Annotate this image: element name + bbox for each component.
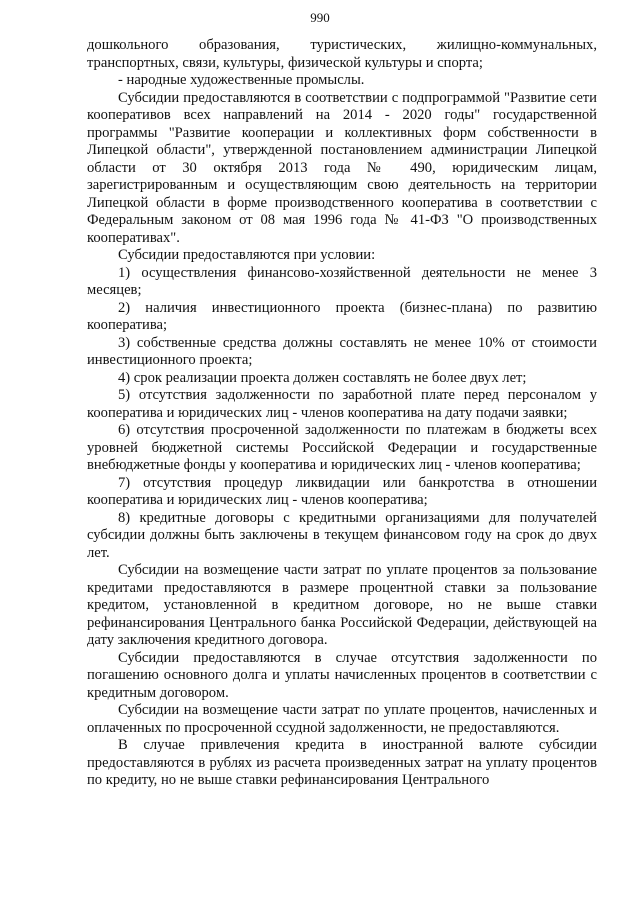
list-item: 6) отсутствия просроченной задолженности по платежам в бюджеты всех уровней бюджетной системы Российской Федерации и государственные внебюджетные фонды у кооператива и юридических лиц - членов кооператива; xyxy=(87,422,597,473)
paragraph: Субсидии предоставляются при условии: xyxy=(118,247,376,263)
page-number: 990 xyxy=(310,10,330,25)
paragraph: дошкольного образования, туристических, жилищно-коммунальных, транспортных, связи, культуры, физической культуры и спорта; xyxy=(87,37,597,71)
list-item: 2) наличия инвестиционного проекта (бизнес-плана) по развитию кооператива; xyxy=(87,299,597,333)
paragraph: Субсидии на возмещение части затрат по уплате процентов за пользование кредитами предоставляются в размере процентной ставки за пользование кредитом, установленной в кредитном договоре, но не выше ставки рефинансирования Центрального банка Российской Федерации, действующей на дату заключения кредитного договора. xyxy=(87,562,597,648)
document-body xyxy=(87,37,597,790)
list-item: 3) собственные средства должны составлять не менее 10% от стоимости инвестиционного проекта; xyxy=(87,334,597,368)
list-item: 7) отсутствия процедур ликвидации или банкротства в отношении кооператива и юридических лиц - членов кооператива; xyxy=(87,474,597,508)
list-item: 8) кредитные договоры с кредитными организациями для получателей субсидии должны быть заключены в текущем финансовом году на срок до двух лет. xyxy=(87,509,597,561)
list-item: 1) осуществления финансово-хозяйственной деятельности не менее 3 месяцев; xyxy=(87,264,597,298)
paragraph: Субсидии на возмещение части затрат по уплате процентов, начисленных и оплаченных по просроченной ссудной задолженности, не предоставляются. xyxy=(87,702,597,736)
list-item: 4) срок реализации проекта должен составлять не более двух лет; xyxy=(118,369,527,386)
paragraph: Субсидии предоставляются в соответствии с подпрограммой "Развитие сети кооперативов всех направлений на 2014 - 2020 годы" государственной программы "Развитие кооперации и коллективных форм собственности в Липецкой области", утвержденной постановлением администрации Липецкой области от 30 октября 2013 года № 490, юридическим лицам, зарегистрированным и осуществляющим свою деятельность на территории Липецкой области в форме производственного кооператива в соответствии с Федеральным законом от 08 мая 1996 года № 41-ФЗ "О производственных кооперативах". xyxy=(87,89,597,246)
list-item: 5) отсутствия задолженности по заработной плате перед персоналом у кооператива и юридических лиц - членов кооператива на дату подачи заявки; xyxy=(87,387,597,421)
paragraph: Субсидии предоставляются в случае отсутствия задолженности по погашению основного долга и уплаты начисленных процентов в соответствии с кредитным договором. xyxy=(87,649,597,701)
paragraph: - народные художественные промыслы. xyxy=(118,72,365,88)
paragraph: В случае привлечения кредита в иностранной валюте субсидии предоставляются в рублях из расчета произведенных затрат на уплату процентов по кредиту, но не выше ставки рефинансирования Центрального xyxy=(87,737,597,788)
